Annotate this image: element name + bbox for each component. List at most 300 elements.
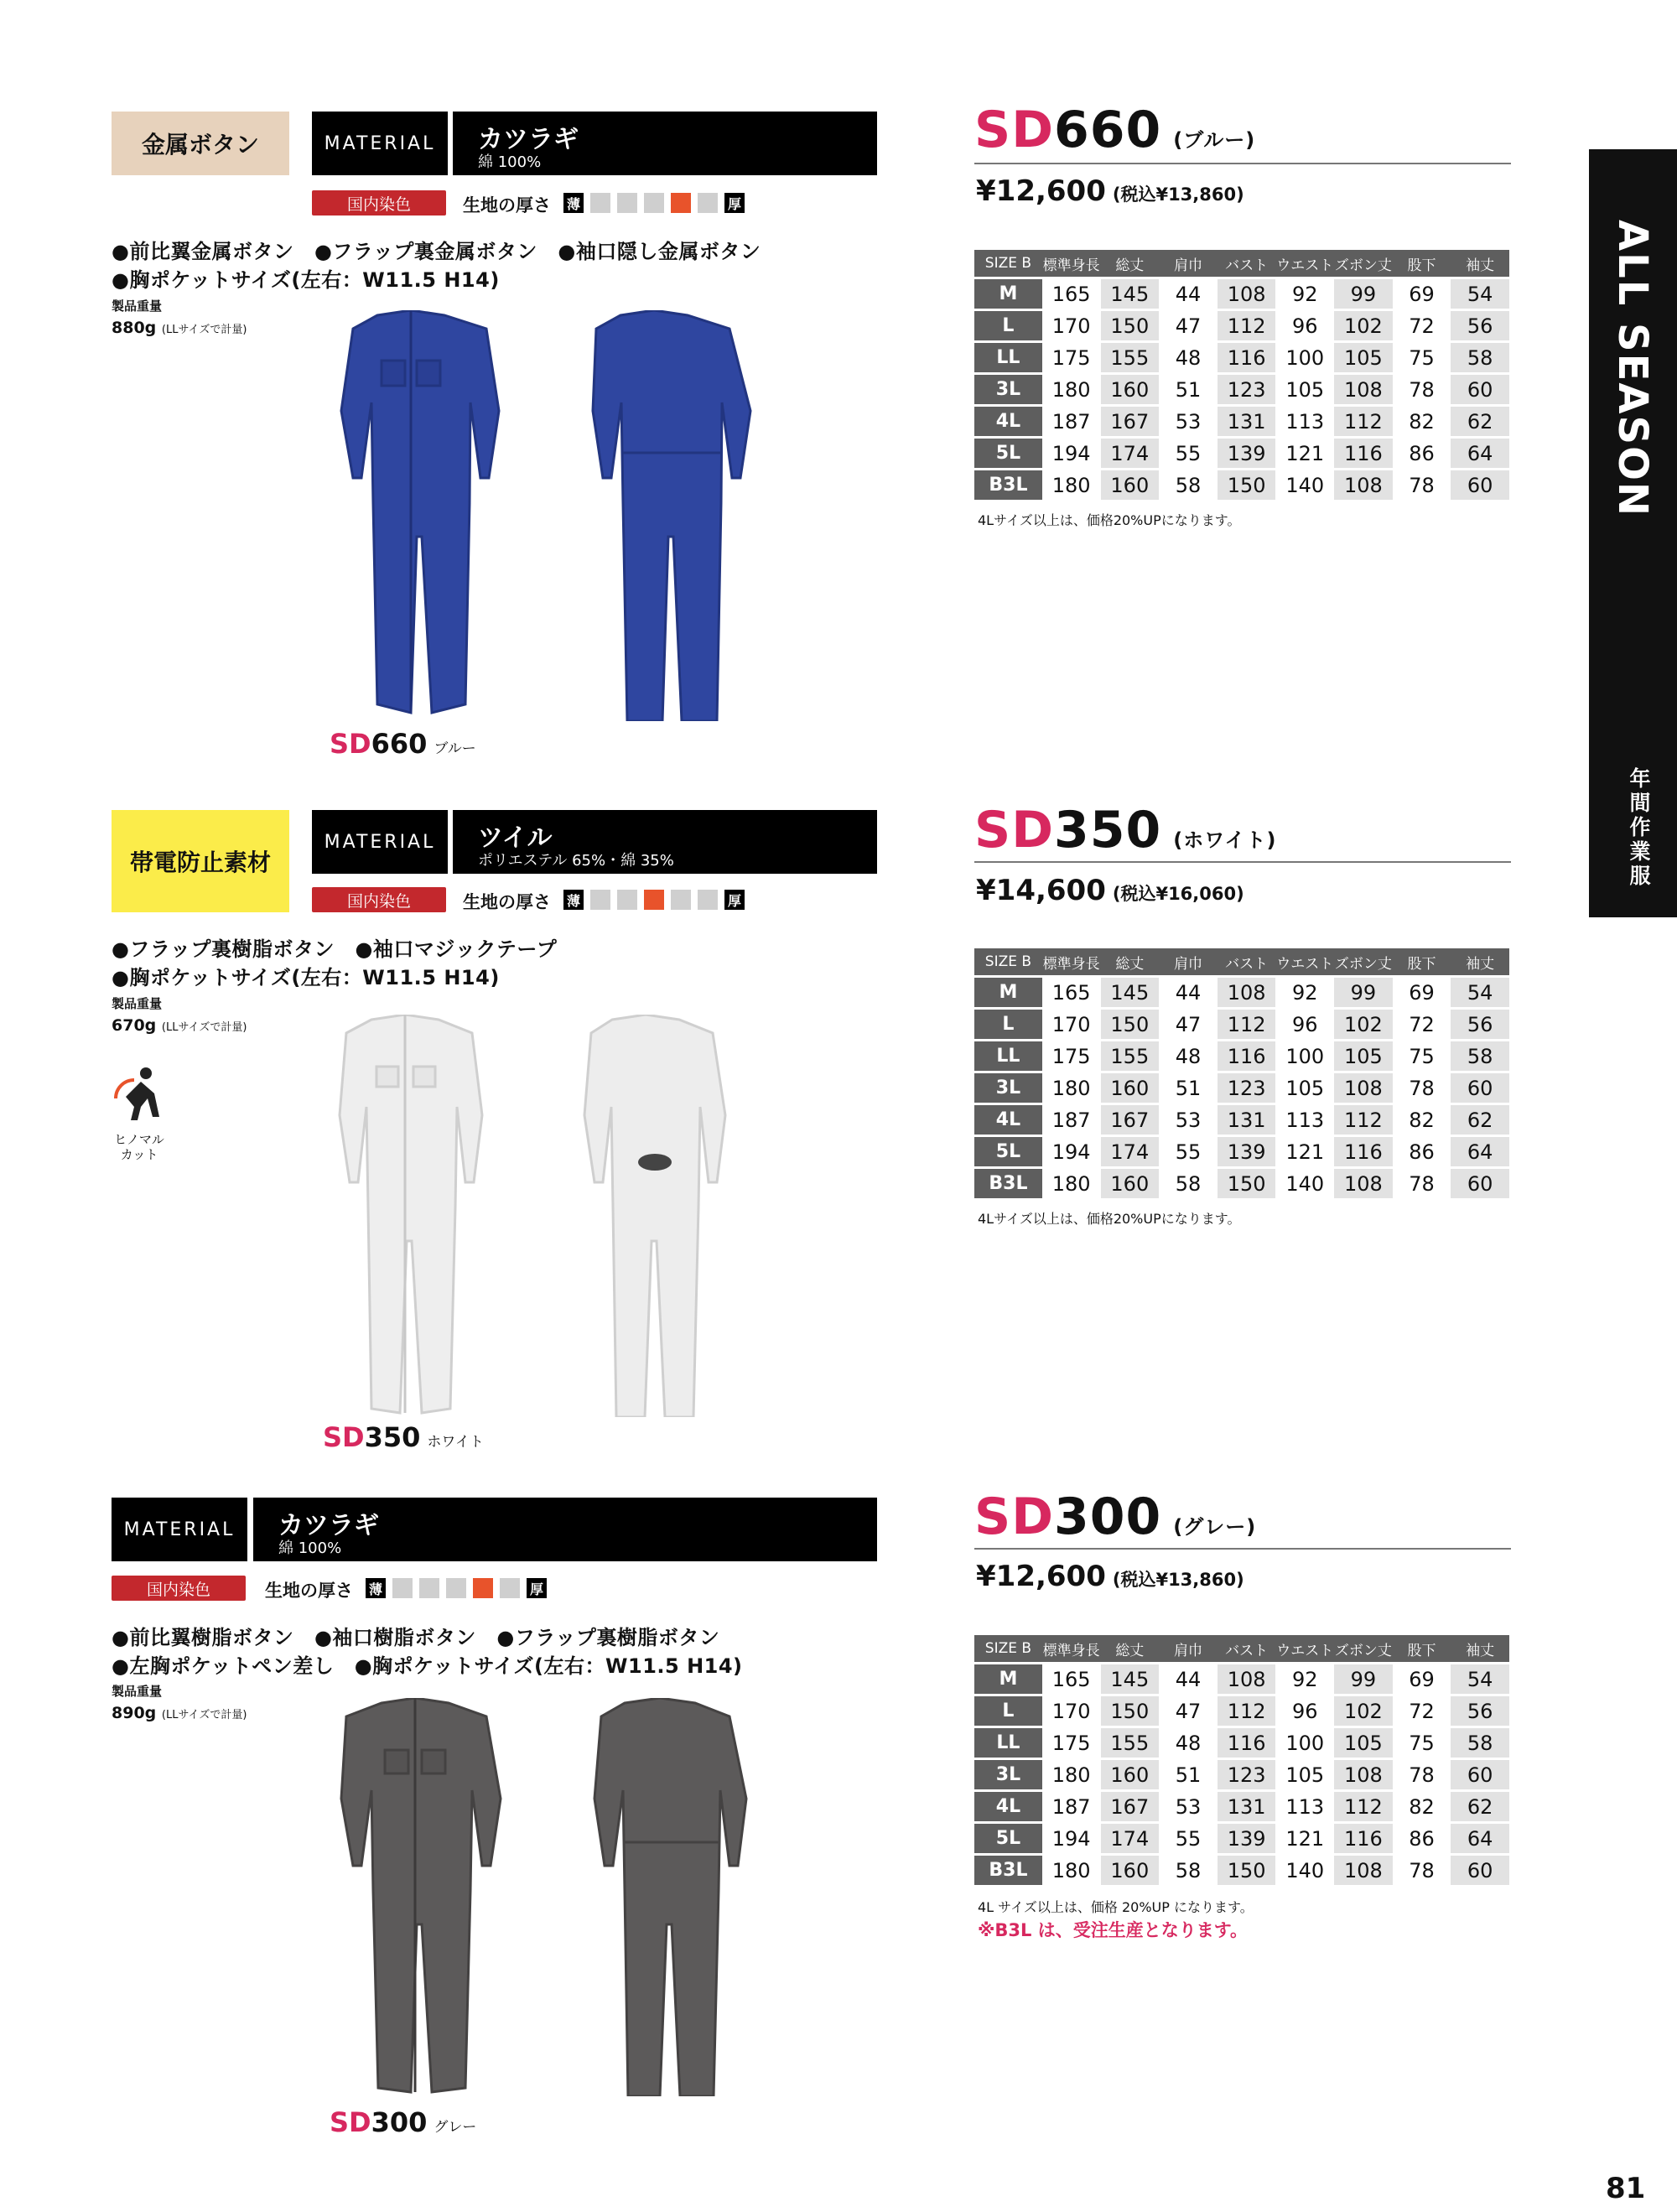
- thin-marker: 薄: [563, 890, 584, 910]
- material-name: カツラギ: [278, 1511, 379, 1540]
- measure-cell: 145: [1101, 1664, 1160, 1694]
- measure-cell: 150: [1218, 1169, 1276, 1198]
- measure-cell: 123: [1218, 1073, 1276, 1103]
- sidebar-title: ALL SEASON: [1609, 220, 1656, 518]
- product-caption: SD300 グレー: [330, 2106, 477, 2138]
- column-header: 総丈: [1101, 1635, 1160, 1662]
- size-cell: M: [974, 978, 1042, 1007]
- measure-cell: 180: [1051, 473, 1091, 497]
- measure-cell: 69: [1409, 980, 1435, 1005]
- dye-badge: 国内染色: [312, 190, 446, 215]
- measure-cell: 165: [1051, 1667, 1091, 1691]
- size-cell: 4L: [974, 407, 1042, 436]
- measure-cell: 167: [1101, 1792, 1160, 1821]
- measure-cell: 116: [1334, 1824, 1393, 1853]
- measure-cell: 108: [1218, 279, 1276, 309]
- measure-cell: 62: [1451, 1105, 1509, 1135]
- measure-cell: 174: [1101, 439, 1160, 468]
- coverall-back: [593, 310, 750, 721]
- table-row: [974, 1041, 1509, 1071]
- measure-cell: 82: [1409, 1794, 1435, 1819]
- table-row: [974, 1824, 1509, 1853]
- size-cell: 5L: [974, 1824, 1042, 1853]
- measure-cell: 167: [1101, 1105, 1160, 1135]
- price: ¥14,600 (税込¥16,060): [976, 874, 1244, 907]
- measure-cell: 60: [1451, 1760, 1509, 1789]
- weight-value: 880g (LLサイズで計量): [112, 319, 247, 337]
- size-note: 4Lサイズ以上は、価格20%UPになります。: [978, 512, 1241, 528]
- column-header: 股下: [1393, 1635, 1451, 1662]
- measure-cell: 150: [1101, 311, 1160, 340]
- measure-cell: 194: [1051, 1826, 1091, 1851]
- thick-marker: 厚: [724, 890, 745, 910]
- thin-marker: 薄: [563, 193, 584, 213]
- measure-cell: 102: [1334, 1010, 1393, 1039]
- measure-cell: 105: [1334, 1728, 1393, 1758]
- column-header: 総丈: [1101, 250, 1160, 277]
- table-row: [974, 1664, 1509, 1694]
- measure-cell: 105: [1285, 1076, 1325, 1100]
- measure-cell: 100: [1285, 1731, 1325, 1755]
- measure-cell: 160: [1101, 1169, 1160, 1198]
- table-row: [974, 1760, 1509, 1789]
- model-title: SD350 (ホワイト): [974, 801, 1277, 859]
- measure-cell: 170: [1051, 1012, 1091, 1036]
- size-table-header: [974, 1635, 1509, 1662]
- measure-cell: 82: [1409, 409, 1435, 434]
- column-header: 標準身長: [1042, 948, 1101, 975]
- measure-cell: 187: [1051, 1794, 1091, 1819]
- measure-cell: 102: [1334, 311, 1393, 340]
- thickness-level-selected: [473, 1578, 493, 1598]
- measure-cell: 58: [1451, 343, 1509, 372]
- measure-cell: 155: [1101, 1728, 1160, 1758]
- column-header: SIZE B: [974, 1635, 1042, 1662]
- measure-cell: 140: [1285, 473, 1325, 497]
- size-cell: L: [974, 311, 1042, 340]
- table-row: [974, 1169, 1509, 1198]
- measure-cell: 113: [1285, 1108, 1325, 1132]
- measure-cell: 170: [1051, 1699, 1091, 1723]
- coverall-front-back-image: [298, 310, 767, 721]
- feature-line: ●胸ポケットサイズ(左右：W11.5 H14): [112, 268, 500, 292]
- measure-cell: 165: [1051, 282, 1091, 306]
- measure-cell: 108: [1218, 978, 1276, 1007]
- measure-cell: 131: [1218, 1792, 1276, 1821]
- column-header: SIZE B: [974, 250, 1042, 277]
- measure-cell: 100: [1285, 345, 1325, 370]
- measure-cell: 69: [1409, 1667, 1435, 1691]
- measure-cell: 78: [1409, 1171, 1435, 1196]
- measure-cell: 58: [1175, 1171, 1202, 1196]
- column-header: 袖丈: [1451, 250, 1509, 277]
- measure-cell: 108: [1334, 1073, 1393, 1103]
- weight-label: 製品重量: [112, 1684, 163, 1699]
- measure-cell: 108: [1334, 470, 1393, 500]
- measure-cell: 145: [1101, 279, 1160, 309]
- measure-cell: 112: [1334, 1792, 1393, 1821]
- measure-cell: 175: [1051, 1731, 1091, 1755]
- column-header: バスト: [1218, 1635, 1276, 1662]
- measure-cell: 170: [1051, 314, 1091, 338]
- weight-label: 製品重量: [112, 299, 163, 314]
- column-header: 股下: [1393, 250, 1451, 277]
- title-rule: [974, 1548, 1511, 1550]
- measure-cell: 139: [1218, 1137, 1276, 1166]
- column-header: 標準身長: [1042, 250, 1101, 277]
- measure-cell: 44: [1175, 1667, 1202, 1691]
- size-cell: 5L: [974, 439, 1042, 468]
- measure-cell: 47: [1175, 1012, 1202, 1036]
- thickness-level: [419, 1578, 439, 1598]
- size-table: [974, 247, 1509, 502]
- measure-cell: 116: [1334, 1137, 1393, 1166]
- measure-cell: 58: [1175, 473, 1202, 497]
- measure-cell: 194: [1051, 441, 1091, 465]
- thin-marker: 薄: [366, 1578, 386, 1598]
- measure-cell: 92: [1291, 282, 1318, 306]
- measure-cell: 155: [1101, 1041, 1160, 1071]
- measure-cell: 180: [1051, 1858, 1091, 1882]
- measure-cell: 44: [1175, 980, 1202, 1005]
- measure-cell: 75: [1409, 1731, 1435, 1755]
- measure-cell: 116: [1218, 1041, 1276, 1071]
- material-composition: ポリエステル 65%・綿 35%: [478, 852, 674, 870]
- column-header: ウエスト: [1275, 948, 1334, 975]
- thickness-label: 生地の厚さ: [463, 195, 551, 215]
- size-cell: 4L: [974, 1105, 1042, 1135]
- measure-cell: 160: [1101, 375, 1160, 404]
- measure-cell: 78: [1409, 1076, 1435, 1100]
- measure-cell: 96: [1291, 1012, 1318, 1036]
- size-cell: 3L: [974, 1073, 1042, 1103]
- measure-cell: 112: [1218, 311, 1276, 340]
- coverall-front-back-image: [306, 1015, 742, 1417]
- measure-cell: 100: [1285, 1044, 1325, 1068]
- measure-cell: 105: [1334, 1041, 1393, 1071]
- thick-marker: 厚: [724, 193, 745, 213]
- column-header: 肩巾: [1159, 948, 1218, 975]
- measure-cell: 123: [1218, 375, 1276, 404]
- measure-cell: 58: [1175, 1858, 1202, 1882]
- size-note: 4Lサイズ以上は、価格20%UPになります。: [978, 1211, 1241, 1227]
- measure-cell: 108: [1334, 1856, 1393, 1885]
- table-row: [974, 1105, 1509, 1135]
- measure-cell: 99: [1334, 978, 1393, 1007]
- size-cell: L: [974, 1696, 1042, 1726]
- measure-cell: 139: [1218, 439, 1276, 468]
- measure-cell: 145: [1101, 978, 1160, 1007]
- weight-label: 製品重量: [112, 996, 163, 1011]
- measure-cell: 58: [1451, 1041, 1509, 1071]
- measure-cell: 86: [1409, 1140, 1435, 1164]
- size-cell: 5L: [974, 1137, 1042, 1166]
- size-cell: 4L: [974, 1792, 1042, 1821]
- thickness-level: [590, 890, 610, 910]
- measure-cell: 175: [1051, 1044, 1091, 1068]
- column-header: SIZE B: [974, 948, 1042, 975]
- measure-cell: 54: [1451, 978, 1509, 1007]
- measure-cell: 48: [1175, 1731, 1202, 1755]
- table-row: [974, 375, 1509, 404]
- feature-line: ●左胸ポケットペン差し ●胸ポケットサイズ(左右：W11.5 H14): [112, 1654, 743, 1678]
- feature-badge: 金属ボタン: [112, 112, 289, 175]
- material-composition: 綿 100%: [278, 1540, 342, 1557]
- column-header: 標準身長: [1042, 1635, 1101, 1662]
- measure-cell: 86: [1409, 1826, 1435, 1851]
- feature-line: ●前比翼金属ボタン ●フラップ裏金属ボタン ●袖口隠し金属ボタン: [112, 240, 761, 263]
- measure-cell: 55: [1175, 1140, 1202, 1164]
- build-to-order-note: ※B3L は、受注生産となります。: [978, 1920, 1249, 1940]
- measure-cell: 64: [1451, 1137, 1509, 1166]
- size-note: 4L サイズ以上は、価格 20%UP になります。: [978, 1899, 1254, 1915]
- measure-cell: 187: [1051, 1108, 1091, 1132]
- column-header: 袖丈: [1451, 1635, 1509, 1662]
- size-cell: LL: [974, 1041, 1042, 1071]
- measure-cell: 180: [1051, 1763, 1091, 1787]
- measure-cell: 150: [1101, 1696, 1160, 1726]
- size-table: [974, 946, 1509, 1201]
- measure-cell: 48: [1175, 345, 1202, 370]
- measure-cell: 121: [1285, 1140, 1325, 1164]
- column-header: バスト: [1218, 250, 1276, 277]
- size-cell: M: [974, 1664, 1042, 1694]
- column-header: バスト: [1218, 948, 1276, 975]
- table-row: [974, 470, 1509, 500]
- measure-cell: 51: [1175, 377, 1202, 402]
- coverall-front: [341, 310, 499, 713]
- measure-cell: 51: [1175, 1763, 1202, 1787]
- size-cell: LL: [974, 1728, 1042, 1758]
- material-box: [453, 810, 877, 874]
- measure-cell: 44: [1175, 282, 1202, 306]
- measure-cell: 160: [1101, 1856, 1160, 1885]
- measure-cell: 108: [1334, 1169, 1393, 1198]
- measure-cell: 108: [1334, 375, 1393, 404]
- thickness-level: [698, 890, 718, 910]
- thickness-level: [590, 193, 610, 213]
- column-header: 肩巾: [1159, 250, 1218, 277]
- dye-badge: 国内染色: [312, 887, 446, 912]
- measure-cell: 112: [1218, 1010, 1276, 1039]
- measure-cell: 175: [1051, 345, 1091, 370]
- table-row: [974, 279, 1509, 309]
- measure-cell: 99: [1334, 1664, 1393, 1694]
- measure-cell: 105: [1285, 377, 1325, 402]
- title-rule: [974, 861, 1511, 863]
- table-row: [974, 1728, 1509, 1758]
- feature-line: ●胸ポケットサイズ(左右：W11.5 H14): [112, 966, 500, 989]
- column-header: ウエスト: [1275, 1635, 1334, 1662]
- sidebar-subtitle: 年間作業服: [1627, 767, 1651, 889]
- thickness-label: 生地の厚さ: [265, 1581, 353, 1601]
- thickness-level-selected: [644, 890, 664, 910]
- model-title: SD660 (ブルー): [974, 101, 1256, 159]
- material-label: MATERIAL: [312, 810, 448, 874]
- measure-cell: 56: [1451, 1696, 1509, 1726]
- measure-cell: 131: [1218, 407, 1276, 436]
- icon-label: ヒノマル カット: [114, 1132, 164, 1162]
- measure-cell: 78: [1409, 377, 1435, 402]
- price: ¥12,600 (税込¥13,860): [976, 174, 1244, 208]
- measure-cell: 54: [1451, 279, 1509, 309]
- measure-cell: 121: [1285, 441, 1325, 465]
- thickness-level: [617, 193, 637, 213]
- measure-cell: 187: [1051, 409, 1091, 434]
- size-cell: B3L: [974, 470, 1042, 500]
- thickness-level: [698, 193, 718, 213]
- table-row: [974, 311, 1509, 340]
- material-box: [253, 1498, 877, 1561]
- thickness-level: [446, 1578, 466, 1598]
- measure-cell: 99: [1334, 279, 1393, 309]
- measure-cell: 139: [1218, 1824, 1276, 1853]
- measure-cell: 167: [1101, 407, 1160, 436]
- measure-cell: 180: [1051, 1171, 1091, 1196]
- table-row: [974, 343, 1509, 372]
- size-cell: M: [974, 279, 1042, 309]
- measure-cell: 47: [1175, 314, 1202, 338]
- measure-cell: 96: [1291, 1699, 1318, 1723]
- measure-cell: 174: [1101, 1824, 1160, 1853]
- thickness-level: [644, 193, 664, 213]
- measure-cell: 160: [1101, 1073, 1160, 1103]
- dye-badge: 国内染色: [112, 1576, 246, 1601]
- measure-cell: 51: [1175, 1076, 1202, 1100]
- measure-cell: 116: [1218, 343, 1276, 372]
- feature-line: ●前比翼樹脂ボタン ●袖口樹脂ボタン ●フラップ裏樹脂ボタン: [112, 1626, 720, 1649]
- size-table: [974, 1633, 1509, 1887]
- column-header: ズボン丈: [1334, 250, 1393, 277]
- measure-cell: 92: [1291, 1667, 1318, 1691]
- measure-cell: 64: [1451, 1824, 1509, 1853]
- measure-cell: 72: [1409, 314, 1435, 338]
- measure-cell: 102: [1334, 1696, 1393, 1726]
- measure-cell: 62: [1451, 1792, 1509, 1821]
- measure-cell: 155: [1101, 343, 1160, 372]
- material-name: カツラギ: [478, 125, 579, 154]
- material-box: [453, 112, 877, 175]
- material-label: MATERIAL: [312, 112, 448, 175]
- price: ¥12,600 (税込¥13,860): [976, 1560, 1244, 1593]
- measure-cell: 131: [1218, 1105, 1276, 1135]
- measure-cell: 112: [1334, 407, 1393, 436]
- measure-cell: 194: [1051, 1140, 1091, 1164]
- weight-value: 670g (LLサイズで計量): [112, 1016, 247, 1035]
- material-label: MATERIAL: [112, 1498, 247, 1561]
- measure-cell: 47: [1175, 1699, 1202, 1723]
- thickness-level: [392, 1578, 413, 1598]
- coverall-front: [340, 1015, 482, 1413]
- measure-cell: 160: [1101, 470, 1160, 500]
- measure-cell: 160: [1101, 1760, 1160, 1789]
- measure-cell: 64: [1451, 439, 1509, 468]
- feature-badge: 帯電防止素材: [112, 810, 289, 912]
- column-header: ズボン丈: [1334, 948, 1393, 975]
- measure-cell: 78: [1409, 1763, 1435, 1787]
- coverall-front: [341, 1698, 501, 2092]
- feature-line: ●フラップ裏樹脂ボタン ●袖口マジックテープ: [112, 937, 558, 961]
- measure-cell: 53: [1175, 409, 1202, 434]
- hinomaru-cut-icon: [109, 1065, 169, 1125]
- coverall-back: [594, 1698, 746, 2096]
- measure-cell: 123: [1218, 1760, 1276, 1789]
- column-header: ウエスト: [1275, 250, 1334, 277]
- measure-cell: 108: [1334, 1760, 1393, 1789]
- thickness-level: [671, 890, 691, 910]
- size-table-header: [974, 250, 1509, 277]
- measure-cell: 113: [1285, 1794, 1325, 1819]
- measure-cell: 69: [1409, 282, 1435, 306]
- thick-marker: 厚: [527, 1578, 547, 1598]
- size-cell: B3L: [974, 1856, 1042, 1885]
- measure-cell: 96: [1291, 314, 1318, 338]
- measure-cell: 55: [1175, 1826, 1202, 1851]
- measure-cell: 53: [1175, 1108, 1202, 1132]
- column-header: 袖丈: [1451, 948, 1509, 975]
- material-name: ツイル: [478, 823, 553, 853]
- table-row: [974, 1792, 1509, 1821]
- measure-cell: 180: [1051, 377, 1091, 402]
- measure-cell: 78: [1409, 1858, 1435, 1882]
- measure-cell: 150: [1101, 1010, 1160, 1039]
- size-cell: LL: [974, 343, 1042, 372]
- measure-cell: 174: [1101, 1137, 1160, 1166]
- measure-cell: 112: [1334, 1105, 1393, 1135]
- measure-cell: 72: [1409, 1012, 1435, 1036]
- measure-cell: 60: [1451, 1856, 1509, 1885]
- measure-cell: 48: [1175, 1044, 1202, 1068]
- measure-cell: 180: [1051, 1076, 1091, 1100]
- coverall-back: [584, 1015, 725, 1417]
- size-cell: 3L: [974, 375, 1042, 404]
- thickness-level-selected: [671, 193, 691, 213]
- measure-cell: 92: [1291, 980, 1318, 1005]
- measure-cell: 60: [1451, 470, 1509, 500]
- measure-cell: 53: [1175, 1794, 1202, 1819]
- table-row: [974, 1696, 1509, 1726]
- table-row: [974, 439, 1509, 468]
- table-row: [974, 978, 1509, 1007]
- measure-cell: 112: [1218, 1696, 1276, 1726]
- measure-cell: 75: [1409, 1044, 1435, 1068]
- measure-cell: 72: [1409, 1699, 1435, 1723]
- measure-cell: 82: [1409, 1108, 1435, 1132]
- model-title: SD300 (グレー): [974, 1488, 1257, 1546]
- measure-cell: 56: [1451, 1010, 1509, 1039]
- measure-cell: 56: [1451, 311, 1509, 340]
- thickness-level: [617, 890, 637, 910]
- measure-cell: 116: [1218, 1728, 1276, 1758]
- measure-cell: 140: [1285, 1171, 1325, 1196]
- measure-cell: 105: [1334, 343, 1393, 372]
- measure-cell: 150: [1218, 470, 1276, 500]
- product-caption: SD660 ブルー: [330, 728, 476, 760]
- measure-cell: 60: [1451, 1073, 1509, 1103]
- table-row: [974, 1010, 1509, 1039]
- table-row: [974, 1073, 1509, 1103]
- measure-cell: 140: [1285, 1858, 1325, 1882]
- measure-cell: 86: [1409, 441, 1435, 465]
- measure-cell: 78: [1409, 473, 1435, 497]
- product-caption: SD350 ホワイト: [323, 1421, 484, 1453]
- measure-cell: 116: [1334, 439, 1393, 468]
- column-header: 肩巾: [1159, 1635, 1218, 1662]
- size-cell: B3L: [974, 1169, 1042, 1198]
- measure-cell: 150: [1218, 1856, 1276, 1885]
- thickness-label: 生地の厚さ: [463, 892, 551, 912]
- measure-cell: 55: [1175, 441, 1202, 465]
